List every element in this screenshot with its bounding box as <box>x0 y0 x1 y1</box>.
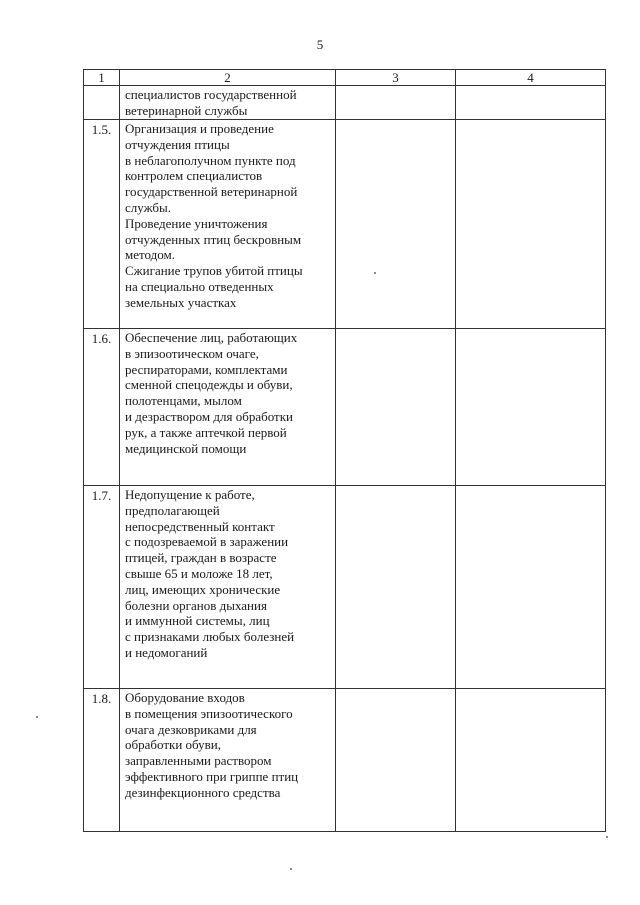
row-col3-cell <box>336 689 456 832</box>
row-number: 1.5. <box>84 120 120 329</box>
row-number: 1.7. <box>84 486 120 689</box>
scan-speck <box>290 868 292 870</box>
row-number: 1.6. <box>84 329 120 486</box>
row-col4-cell <box>456 689 606 832</box>
column-header-3: 3 <box>336 70 456 86</box>
scan-speck <box>606 836 608 838</box>
row-col3-cell <box>336 486 456 689</box>
table-row <box>84 86 606 120</box>
row-measure-text: Обеспечение лиц, работающих в эпизоотическом очаге, респираторами, комплектами сменной спецодежды и обуви, полотенцами, мылом и дезраствором для обработки рук, а также аптечкой первой медицинской помощи <box>120 329 336 486</box>
scan-speck <box>374 272 376 274</box>
row-col3-cell <box>336 120 456 329</box>
row-measure-text: Организация и проведение отчуждения птицы в неблагополучном пункте под контролем специалистов государственной ветеринарной службы. Проведение уничтожения отчужденных птиц бескровным методом. Сжигание трупов убитой птицы на специально отведенных земельных участках <box>120 120 336 329</box>
column-header-4: 4 <box>456 70 606 86</box>
row-col4-cell <box>456 86 606 120</box>
column-header-1: 1 <box>84 70 120 86</box>
table-header-row <box>84 70 606 86</box>
page-number: 5 <box>316 37 324 52</box>
scan-speck <box>36 716 38 718</box>
row-measure-text: Недопущение к работе, предполагающей непосредственный контакт с подозреваемой в заражении птицей, граждан в возрасте свыше 65 и моложе 18 лет, лиц, имеющих хронические болезни органов дыхания и иммунной системы, лиц с признаками любых болезней и недомоганий <box>120 486 336 689</box>
row-col4-cell <box>456 486 606 689</box>
table-row <box>84 329 606 486</box>
row-number: 1.8. <box>84 689 120 832</box>
table-row <box>84 486 606 689</box>
table-row <box>84 689 606 832</box>
row-measure-text: Оборудование входов в помещения эпизоотического очага дезковриками для обработки обуви, заправленными раствором эффективного при гриппе птиц дезинфекционного средства <box>120 689 336 832</box>
measures-table <box>83 69 606 832</box>
table-row <box>84 120 606 329</box>
row-number <box>84 86 120 120</box>
row-col3-cell <box>336 86 456 120</box>
row-measure-text: специалистов государственной ветеринарной службы <box>120 86 336 120</box>
row-col4-cell <box>456 329 606 486</box>
row-col3-cell <box>336 329 456 486</box>
row-col4-cell <box>456 120 606 329</box>
column-header-2: 2 <box>120 70 336 86</box>
